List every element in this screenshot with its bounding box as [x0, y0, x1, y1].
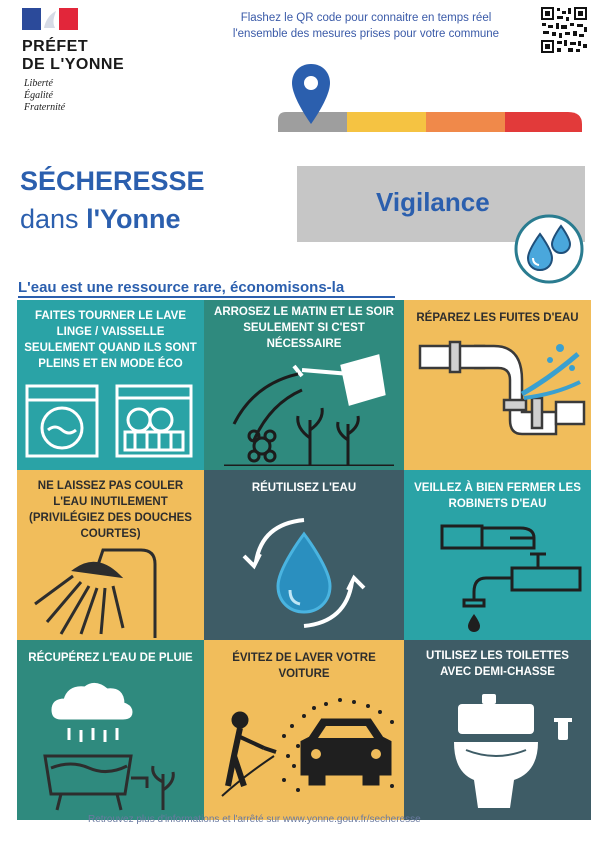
motto-fraternite: Fraternité [24, 102, 66, 113]
tile-label: UTILISEZ LES TOILETTES AVEC DEMI-CHASSE [426, 650, 569, 678]
subtitle-prefix: dans [20, 204, 87, 234]
car-wash-icon [214, 696, 398, 816]
tile-label: ARROSEZ LE MATIN ET LE SOIR SEULEMENT SI C'EST NÉCESSAIRE [214, 306, 394, 350]
tile-shower [17, 470, 204, 640]
tile-label: VEILLEZ À BIEN FERMER LES ROBINETS D'EAU [414, 482, 581, 510]
qr-instruction [196, 10, 536, 42]
rain-barrel-icon [31, 678, 187, 816]
page-title: SÉCHERESSE [20, 166, 205, 196]
tile-leaks [404, 300, 591, 470]
tile-label: RÉPAREZ LES FUITES D'EAU [416, 312, 579, 324]
motto-egalite: Égalité [24, 90, 53, 101]
motto-liberte: Liberté [24, 78, 53, 89]
toilet-icon [444, 688, 584, 816]
tile-rain [17, 640, 204, 820]
washing-machine-icon [21, 380, 201, 460]
tile-car [204, 640, 404, 820]
tile-taps [404, 470, 591, 640]
tips-grid [17, 300, 591, 820]
footer-link[interactable]: Retrouvez plus d'informations et l'arrêté sur www.yonne.gouv.fr/secheresse [88, 814, 421, 825]
leaking-pipe-icon [410, 338, 588, 466]
tile-reuse [204, 470, 404, 640]
tile-label: NE LAISSEZ PAS COULER L'EAU INUTILEMENT (PRIVILÉGIEZ DES DOUCHES COURTES) [29, 480, 192, 540]
tile-label: ÉVITEZ DE LAVER VOTRE VOITURE [232, 652, 376, 680]
qr-line2: l'ensemble des mesures prises pour votre commune [232, 28, 500, 40]
tap-icon [434, 518, 584, 634]
republic-flag-logo [22, 8, 78, 37]
water-drops-icon [514, 214, 584, 284]
tile-label: FAITES TOURNER LE LAVE LINGE / VAISSELLE SEULEMENT QUAND ILS SONT PLEINS ET EN MODE ÉCO [24, 310, 197, 370]
page-subtitle [20, 204, 180, 235]
qr-code[interactable] [540, 6, 588, 54]
alert-level-label: Vigilance [376, 187, 490, 217]
motto [24, 78, 65, 114]
tile-toilet [404, 640, 591, 820]
subtitle-region: l'Yonne [86, 204, 181, 234]
qr-line1: Flashez le QR code pour connaitre en temps réel [240, 12, 492, 24]
prefecture-name [22, 38, 124, 74]
tagline: L'eau est une ressource rare, économisons-la [18, 279, 345, 296]
tile-watering [204, 300, 404, 470]
shower-icon [27, 542, 197, 638]
tile-washing [17, 300, 204, 470]
tile-label: RÉCUPÉREZ L'EAU DE PLUIE [28, 652, 193, 664]
prefecture-line2: DE L'YONNE [22, 56, 125, 73]
location-pin-icon [290, 62, 332, 131]
tagline-underline [18, 296, 395, 298]
watering-can-icon [224, 344, 394, 466]
tile-label: RÉUTILISEZ L'EAU [251, 482, 357, 494]
prefecture-line1: PRÉFET [22, 38, 89, 55]
recycle-water-icon [232, 510, 376, 634]
